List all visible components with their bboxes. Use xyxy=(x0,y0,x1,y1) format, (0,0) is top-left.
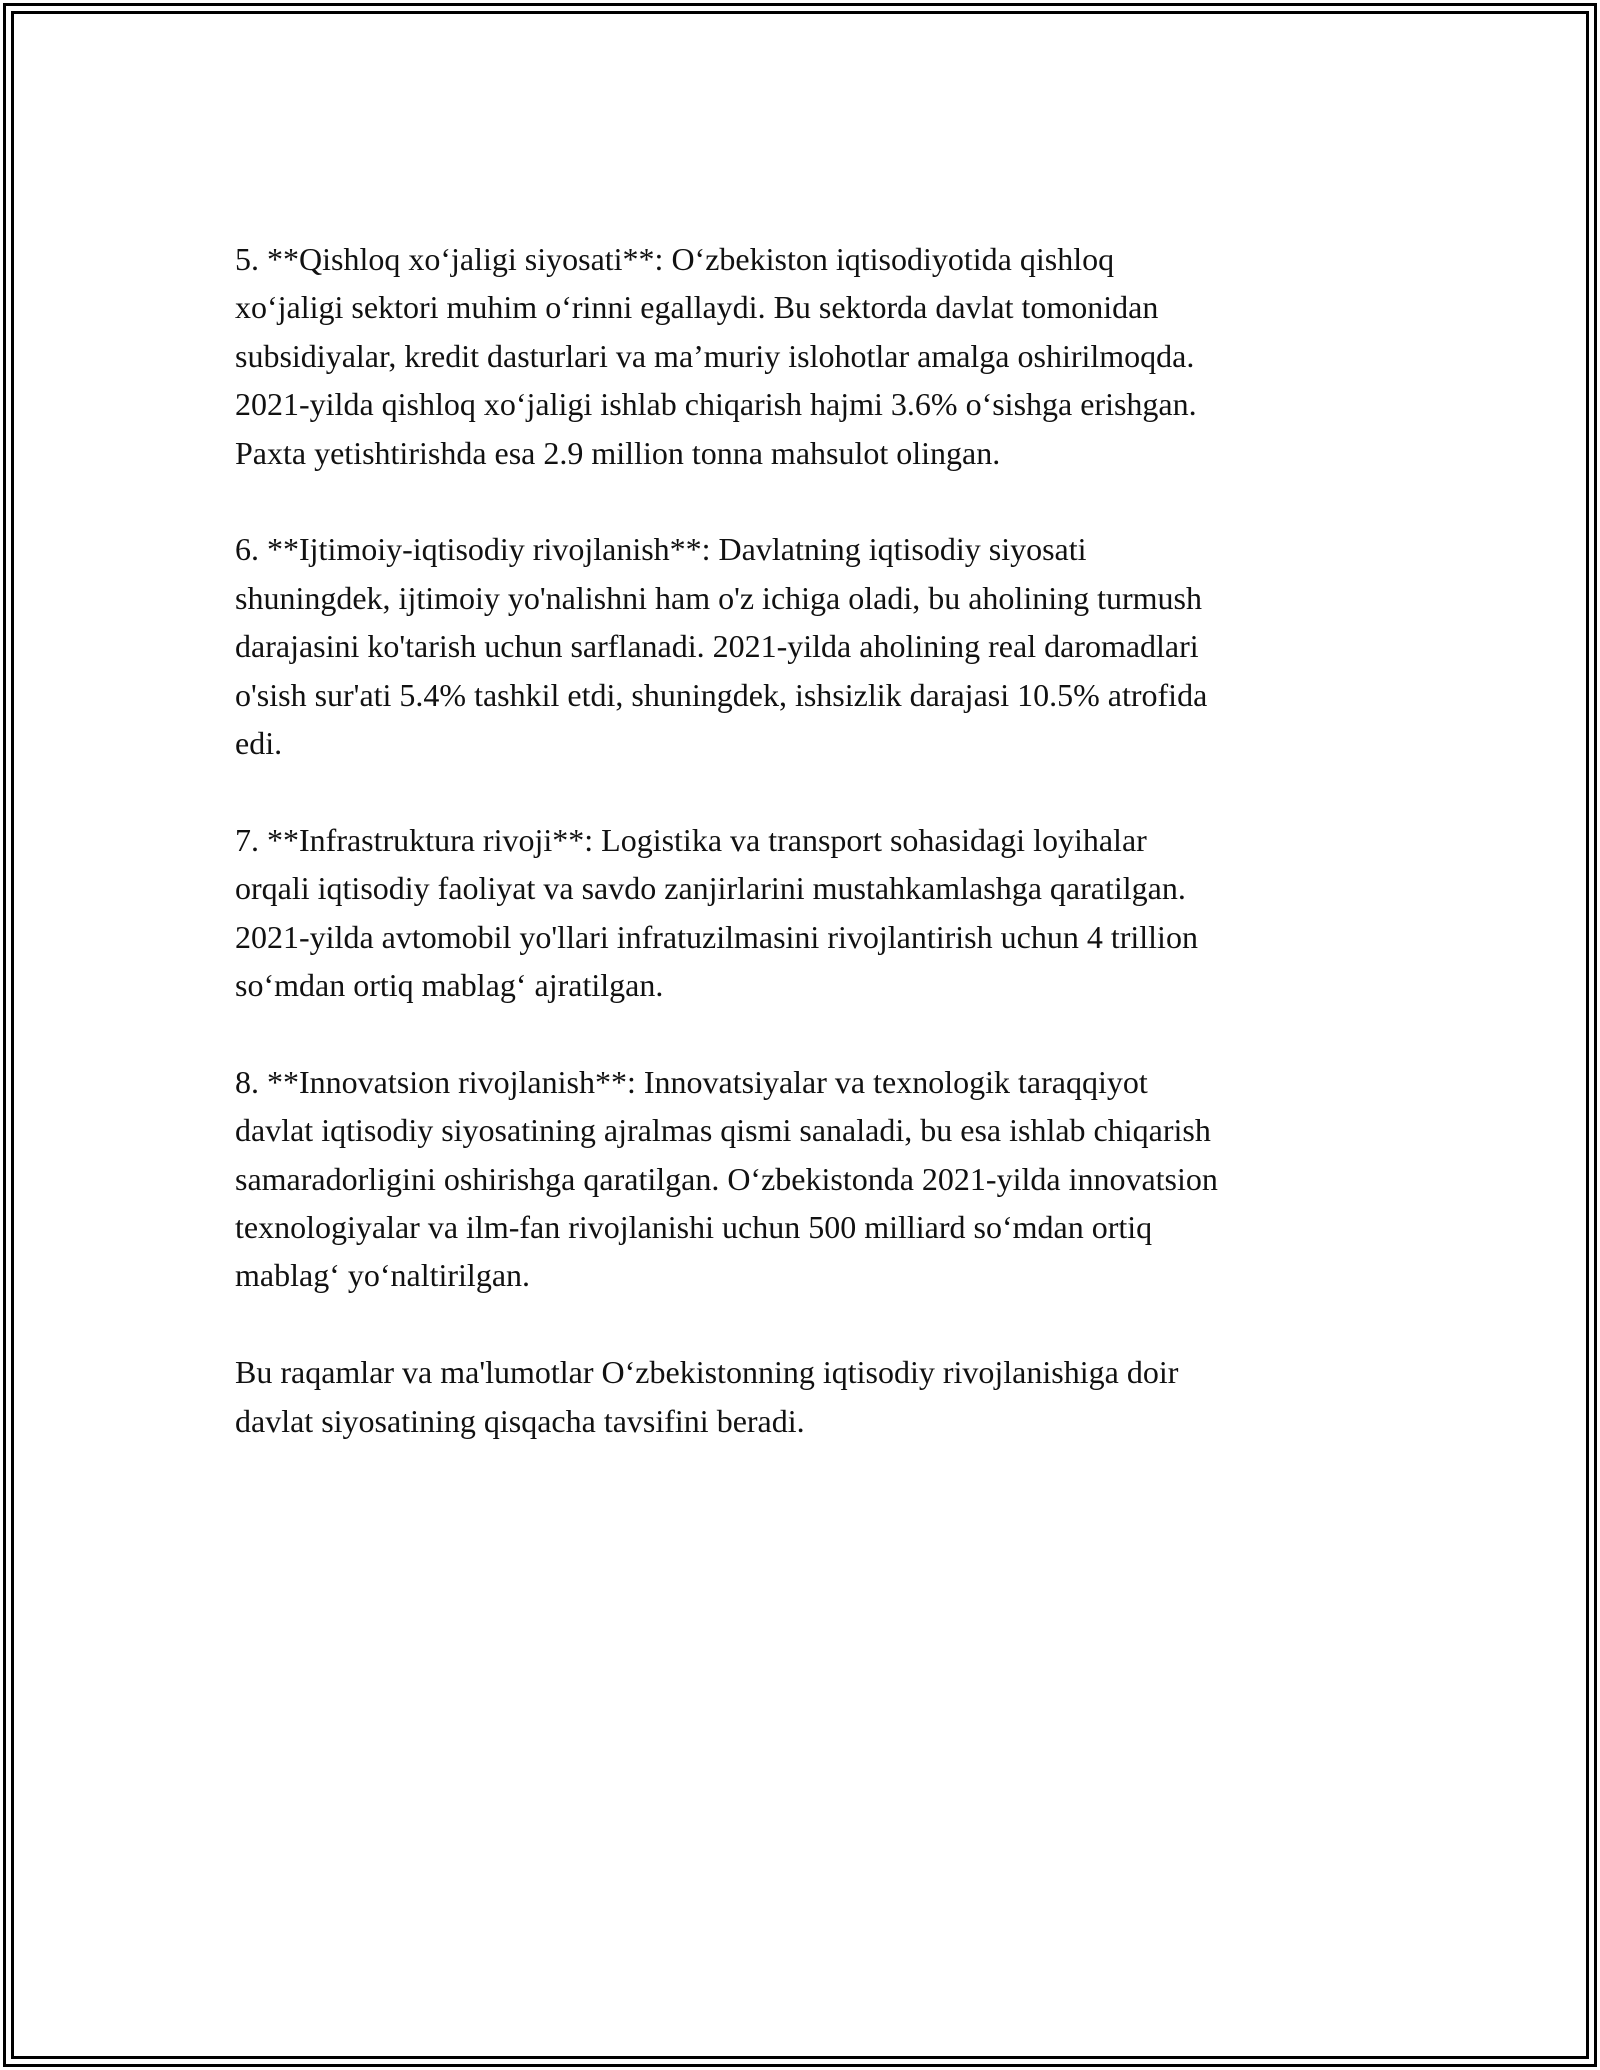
paragraph-socio-economic-development: 6. **Ijtimoiy-iqtisodiy rivojlanish**: Davlatning iqtisodiy siyosati shuningdek, ijtimoiy yo'nalishni ham o'z ichiga oladi, bu aholining turmush darajasini ko'tarish uchun sarflanadi. 2021-yilda aholining real daromadlari o'sish sur'ati 5.4% tashkil etdi, shuningdek, ishsizlik darajasi 10.5% atrofida edi. xyxy=(235,531,1208,762)
paragraph-innovation-development: 8. **Innovatsion rivojlanish**: Innovatsiyalar va texnologik taraqqiyot davlat iqtisodiy siyosatining ajralmas qismi sanaladi, bu esa ishlab chiqarish samaradorligini oshirishga qaratilgan. O‘zbekistonda 2021-yilda innovatsion texnologiyalar va ilm-fan rivojlanishi uchun 500 milliard so‘mdan ortiq mablag‘ yo‘naltirilgan. xyxy=(235,1063,1218,1294)
paragraph-agriculture-policy: 5. **Qishloq xo‘jaligi siyosati**: O‘zbekiston iqtisodiyotida qishloq xo‘jaligi sektori muhim o‘rinni egallaydi. Bu sektorda davlat tomonidan subsidiyalar, kredit dasturlari va ma’muriy islohotlar amalga oshirilmoqda. 2021-yilda qishloq xo‘jaligi ishlab chiqarish hajmi 3.6% o‘sishga erishgan. Paxta yetishtirishda esa 2.9 million tonna mahsulot olingan. xyxy=(235,241,1197,471)
paragraph-conclusion: Bu raqamlar va ma'lumotlar O‘zbekistonning iqtisodiy rivojlanishiga doir davlat siyosatining qisqacha tavsifini beradi. xyxy=(235,1354,1179,1439)
paragraph-infrastructure-development: 7. **Infrastruktura rivoji**: Logistika va transport sohasidagi loyihalar orqali iqtisodiy faoliyat va savdo zanjirlarini mustahkamlashga qaratilgan. 2021-yilda avtomobil yo'llari infratuzilmasini rivojlantirish uchun 4 trillion so‘mdan ortiq mablag‘ ajratilgan. xyxy=(235,821,1198,1004)
document-body xyxy=(235,235,1370,1445)
